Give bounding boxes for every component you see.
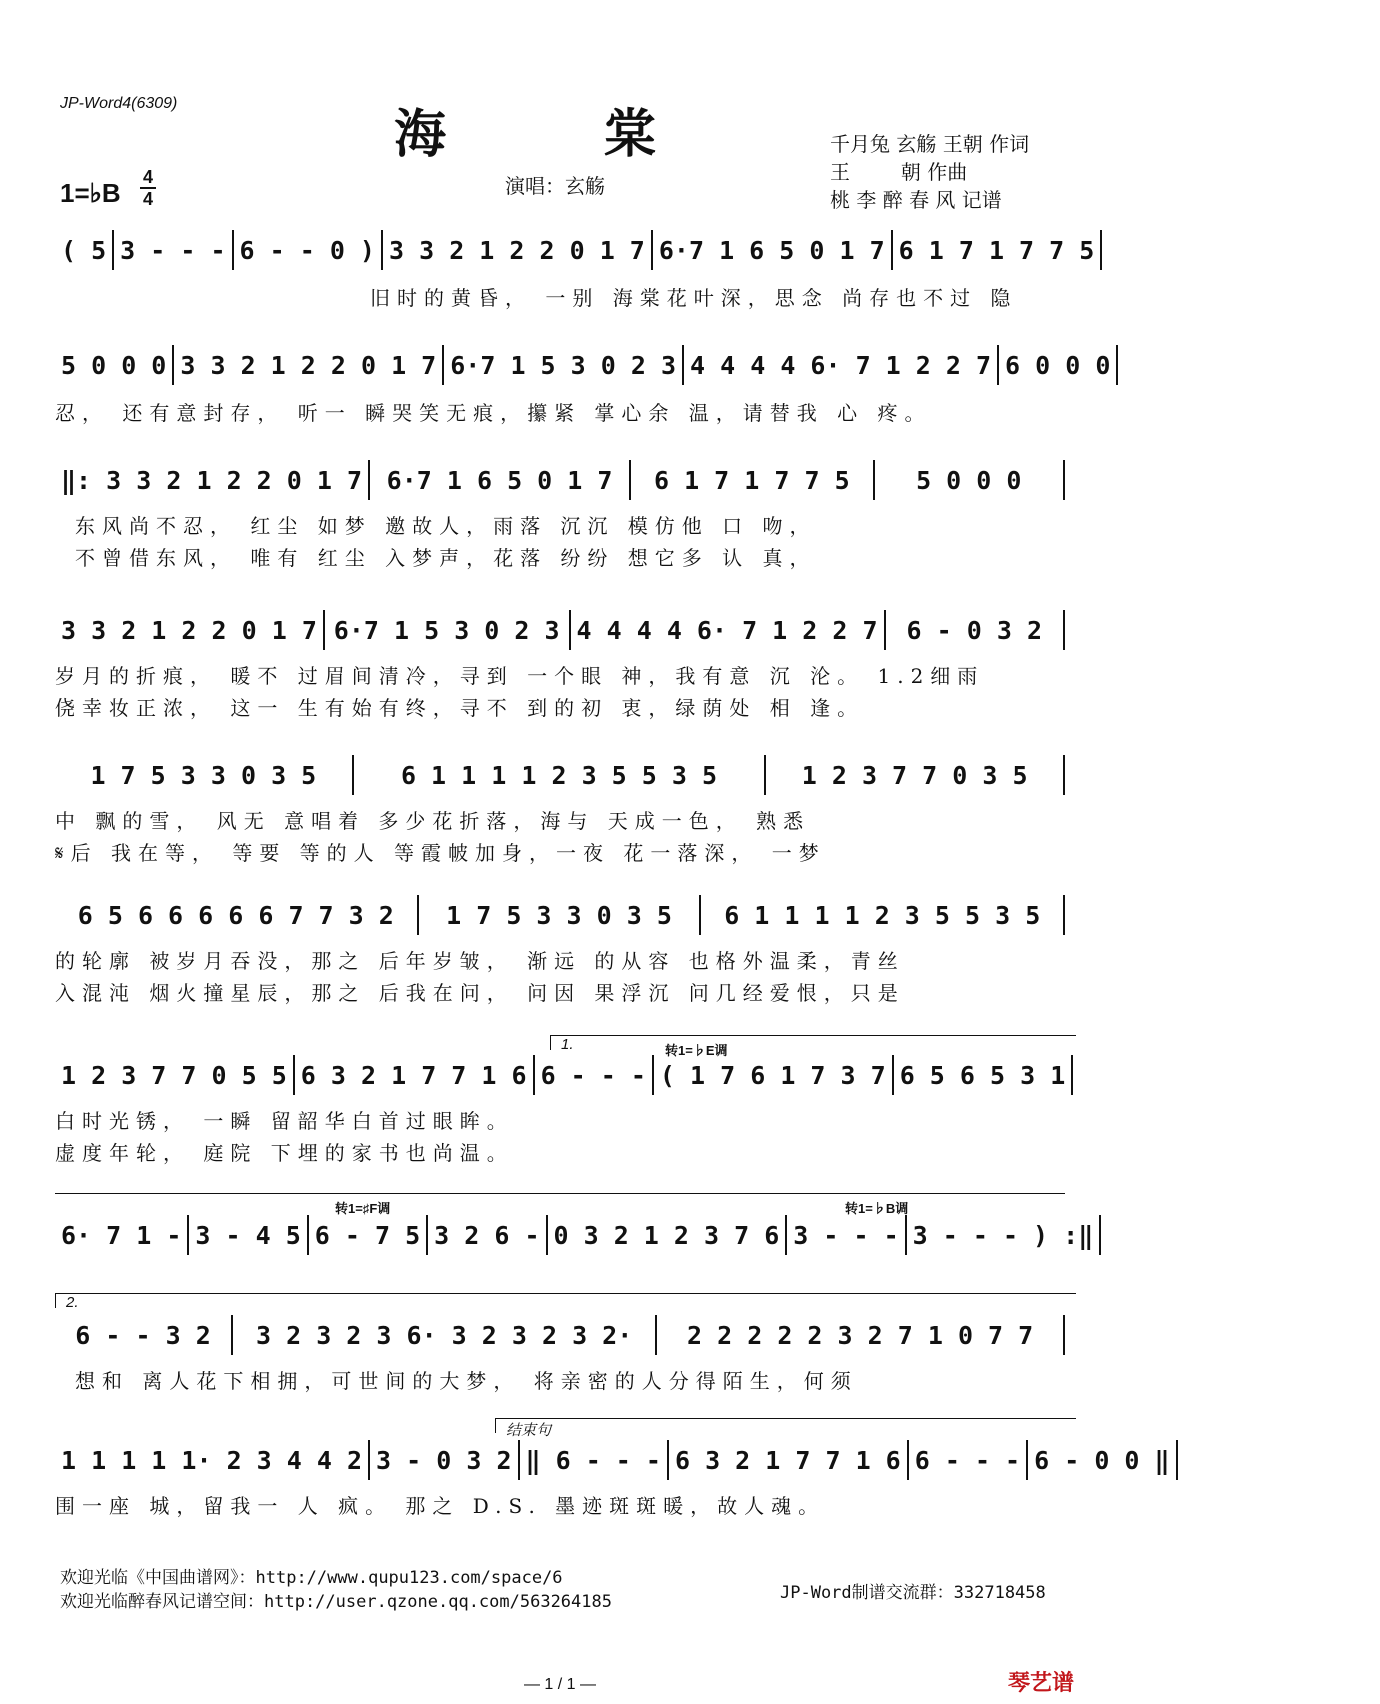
measure-line [55, 1315, 1065, 1355]
measure: 6 1 7 1 7 7 5 [631, 460, 874, 500]
measure: 3 - - - [114, 230, 233, 270]
measure-line [55, 230, 1095, 270]
ending-bracket-1: 1. [550, 1035, 1076, 1050]
footer-links [60, 1566, 612, 1614]
measure: 3 3 2 1 2 2 0 1 7 [174, 345, 444, 385]
measure-line [55, 895, 1065, 935]
key-signature: 1=♭B [60, 178, 121, 208]
measure-line [55, 1215, 1094, 1255]
time-top: 4 [142, 167, 153, 187]
measure: 6·7 1 6 5 0 1 7 [653, 230, 893, 270]
measure-line [55, 460, 1065, 500]
time-bottom: 4 [142, 189, 153, 209]
measure: 6 - - 3 2 [55, 1315, 233, 1355]
measure: ‖: 3 3 2 1 2 2 0 1 7 [55, 460, 370, 500]
measure: 6·7 1 6 5 0 1 7 [370, 460, 631, 500]
measure-line [55, 345, 1111, 385]
measure-line [55, 1440, 1170, 1480]
footer-line-1: 欢迎光临《中国曲谱网》：http://www.qupu123.com/space/6 [60, 1568, 563, 1588]
measure-line [55, 610, 1065, 650]
measure: 6 1 1 1 1 2 3 5 5 3 5 [701, 895, 1065, 935]
measure: 6 - 0 3 2 [886, 610, 1065, 650]
measure: 5 0 0 0 [875, 460, 1065, 500]
software-label: JP-Word4(6309) [60, 95, 178, 112]
lyric-line: 旧时的黄昏， 一别 海棠花叶深，思念 尚存也不过 隐 [370, 286, 1018, 310]
measure: 1 7 5 3 3 0 3 5 [55, 755, 354, 795]
measure: 6 - - - [909, 1440, 1028, 1480]
measure: 2 2 2 2 2 3 2 7 1 0 7 7 [657, 1315, 1065, 1355]
lyric-line: 忍， 还有意封存， 听一 瞬哭笑无痕，攥紧 掌心余 温，请替我 心 疼。 [55, 401, 932, 425]
lyric-line: 东风尚不忍， 红尘 如梦 邀故人，雨落 沉沉 模仿他 口 吻， [75, 514, 817, 538]
footer-line-2: 欢迎光临醉春风记谱空间：http://user.qzone.qq.com/563264185 [60, 1592, 612, 1612]
measure: 6 1 7 1 7 7 5 [893, 230, 1103, 270]
lyric-line: 虚度年轮， 庭院 下埋的家书也尚温。 [55, 1141, 514, 1165]
lyric-line: 入混沌 烟火撞星辰，那之 后我在问， 问因 果浮沉 问几经爱恨，只是 [55, 981, 905, 1005]
page-number: — 1 / 1 — [523, 1676, 597, 1693]
modulation-note: 转1=♭E调 [665, 1043, 728, 1058]
lyric-line: 岁月的折痕， 暖不 过眉间清冷，寻到 一个眼 神，我有意 沉 沦。 1.2细雨 [55, 664, 985, 688]
modulation-note: 转1=♯F调 [335, 1201, 391, 1216]
song-title: 海 棠 [393, 104, 727, 165]
measure-line [55, 755, 1065, 795]
measure: 0 3 2 1 2 3 7 6 [548, 1215, 788, 1255]
time-signature [140, 168, 156, 208]
measure: 3 - 0 3 2 [370, 1440, 519, 1480]
footer-group: JP-Word制谱交流群：332718458 [780, 1583, 1046, 1603]
lyric-line: 不曾借东风， 唯有 红尘 入梦声，花落 纷纷 想它多 认 真， [75, 546, 817, 570]
measure: 6·7 1 5 3 0 2 3 [444, 345, 684, 385]
measure: 3 - - - [787, 1215, 906, 1255]
measure: 6 - 7 5 [309, 1215, 428, 1255]
measure: ‖ 6 - - - [520, 1440, 669, 1480]
measure: 6 5 6 6 6 6 6 7 7 3 2 [55, 895, 419, 935]
lyric-line: 中 飘的雪， 风无 意唱着 多少花折落，海与 天成一色， 熟悉 [55, 809, 811, 833]
measure-line [55, 1055, 1065, 1095]
measure: 6 - 0 0 ‖ [1028, 1440, 1177, 1480]
measure: ( 1 7 6 1 7 3 7 [654, 1055, 894, 1095]
site-logo: 琴艺谱 [1008, 1670, 1075, 1695]
measure: 6· 7 1 - [55, 1215, 189, 1255]
measure: 1 7 5 3 3 0 3 5 [419, 895, 702, 935]
measure: 4 4 4 4 6· 7 1 2 2 7 [571, 610, 886, 650]
measure: 6 3 2 1 7 7 1 6 [295, 1055, 535, 1095]
ending-bracket-2: 2. [55, 1293, 1076, 1308]
measure: 4 4 4 4 6· 7 1 2 2 7 [684, 345, 999, 385]
measure: 3 2 6 - [428, 1215, 547, 1255]
lyric-line: 围一座 城，留我一 人 疯。 那之 D.S. 墨迹斑斑暖，故人魂。 [55, 1494, 826, 1518]
measure: 6 5 6 5 3 1 [894, 1055, 1074, 1095]
measure: 3 - 4 5 [189, 1215, 308, 1255]
credits: 千月兔 玄觞 王朝 作词 王 朝 作曲 桃 李 醉 春 风 记谱 [830, 132, 1030, 212]
measure: 6·7 1 5 3 0 2 3 [325, 610, 571, 650]
ending-line [55, 1193, 1065, 1194]
measure: 1 2 3 7 7 0 5 5 [55, 1055, 295, 1095]
measure: 3 2 3 2 3 6· 3 2 3 2 3 2· [233, 1315, 657, 1355]
lyric-line: 白时光锈， 一瞬 留韶华白首过眼眸。 [55, 1109, 514, 1133]
lyric-line: 𝄋后 我在等， 等要 等的人 等霞帔加身，一夜 花一落深， 一梦 [55, 841, 826, 865]
measure: 1 2 3 7 7 0 3 5 [766, 755, 1065, 795]
measure: 6 - - - [535, 1055, 654, 1095]
measure: ( 5 [55, 230, 114, 270]
lyric-line: 想和 离人花下相拥，可世间的大梦， 将亲密的人分得陌生，何须 [75, 1369, 858, 1393]
measure: 5 0 0 0 [55, 345, 174, 385]
measure: 6 0 0 0 [999, 345, 1118, 385]
measure: 6 1 1 1 1 2 3 5 5 3 5 [354, 755, 767, 795]
measure: 6 - - 0 ) [234, 230, 383, 270]
ending-bracket-coda: 结束句 [495, 1418, 1076, 1433]
measure: 3 - - - ) :‖ [907, 1215, 1102, 1255]
lyric-line: 侥幸妆正浓， 这一 生有始有终，寻不 到的初 衷，绿荫处 相 逢。 [55, 696, 865, 720]
measure: 6 3 2 1 7 7 1 6 [669, 1440, 909, 1480]
measure: 3 3 2 1 2 2 0 1 7 [383, 230, 653, 270]
modulation-note: 转1=♭B调 [845, 1201, 909, 1216]
measure: 3 3 2 1 2 2 0 1 7 [55, 610, 325, 650]
singer: 演唱：玄觞 [505, 174, 605, 198]
measure: 1 1 1 1 1· 2 3 4 4 2 [55, 1440, 370, 1480]
lyric-line: 的轮廓 被岁月吞没，那之 后年岁皱， 渐远 的从容 也格外温柔，青丝 [55, 949, 905, 973]
